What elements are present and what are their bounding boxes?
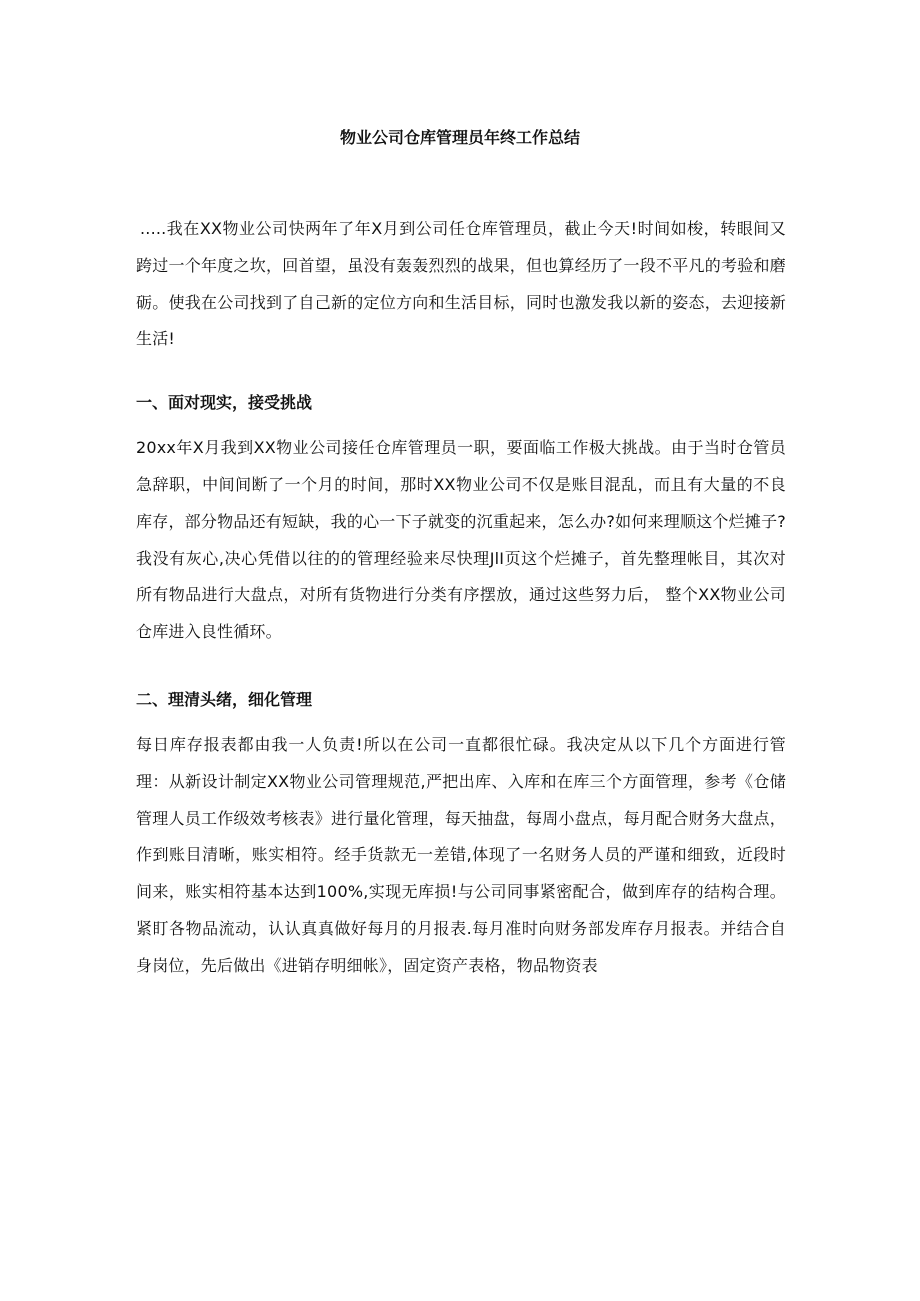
document-body [136,211,786,985]
section-heading-1: 一、面对现实，接受挑战 [136,393,313,413]
section-paragraph-2: 每日库存报表都由我一人负责!所以在公司一直都很忙碌。我决定从以下几个方面进行管理：从新设计制定XX物业公司管理规范,严把出库、入库和在库三个方面管理，参考《仓储管理人员工作级效考核表》进行量化管理，每天抽盘，每周小盘点，每月配合财务大盘点，作到账目清晰，账实相符。经手货款无一差错,体现了一名财务人员的严谨和细致，近段时间来，账实相符基本达到100%,实现无库损!与公司同事紧密配合，做到库存的结构合理。紧盯各物品流动，认认真真做好每月的月报表.每月准时向财务部发库存月报表。并结合自身岗位，先后做出《进销存明细帐》，固定资产表格，物品物资表 [136,734,786,975]
section-heading-2: 二、理清头绪，细化管理 [136,689,313,709]
document-title: 物业公司仓库管理员年终工作总结 [339,128,580,147]
intro-paragraph: .....我在XX物业公司快两年了年X月到公司任仓库管理员，截止今天!时间如梭，转眼间又跨过一个年度之坎，回首望，虽没有轰轰烈烈的战果，但也算经历了一段不平凡的考验和磨砺。使我在公司找到了自己新的定位方向和生活目标，同时也激发我以新的姿态，去迎接新生活! [136,219,786,349]
section-paragraph-1: 20xx年X月我到XX物业公司接任仓库管理员一职，要面临工作极大挑战。由于当时仓管员急辞职，中间间断了一个月的时间，那时XX物业公司不仅是账目混乱，而且有大量的不良库存，部分物品还有短缺，我的心一下子就变的沉重起来，怎么办?如何来理顺这个烂摊子?我没有灰心,决心凭借以往的的管理经验来尽快理JlI页这个烂摊子，首先整理帐目，其次对所有物品进行大盘点，对所有货物进行分类有序摆放，通过这些努力后， 整个XX物业公司仓库进入良性循环。 [136,438,786,642]
